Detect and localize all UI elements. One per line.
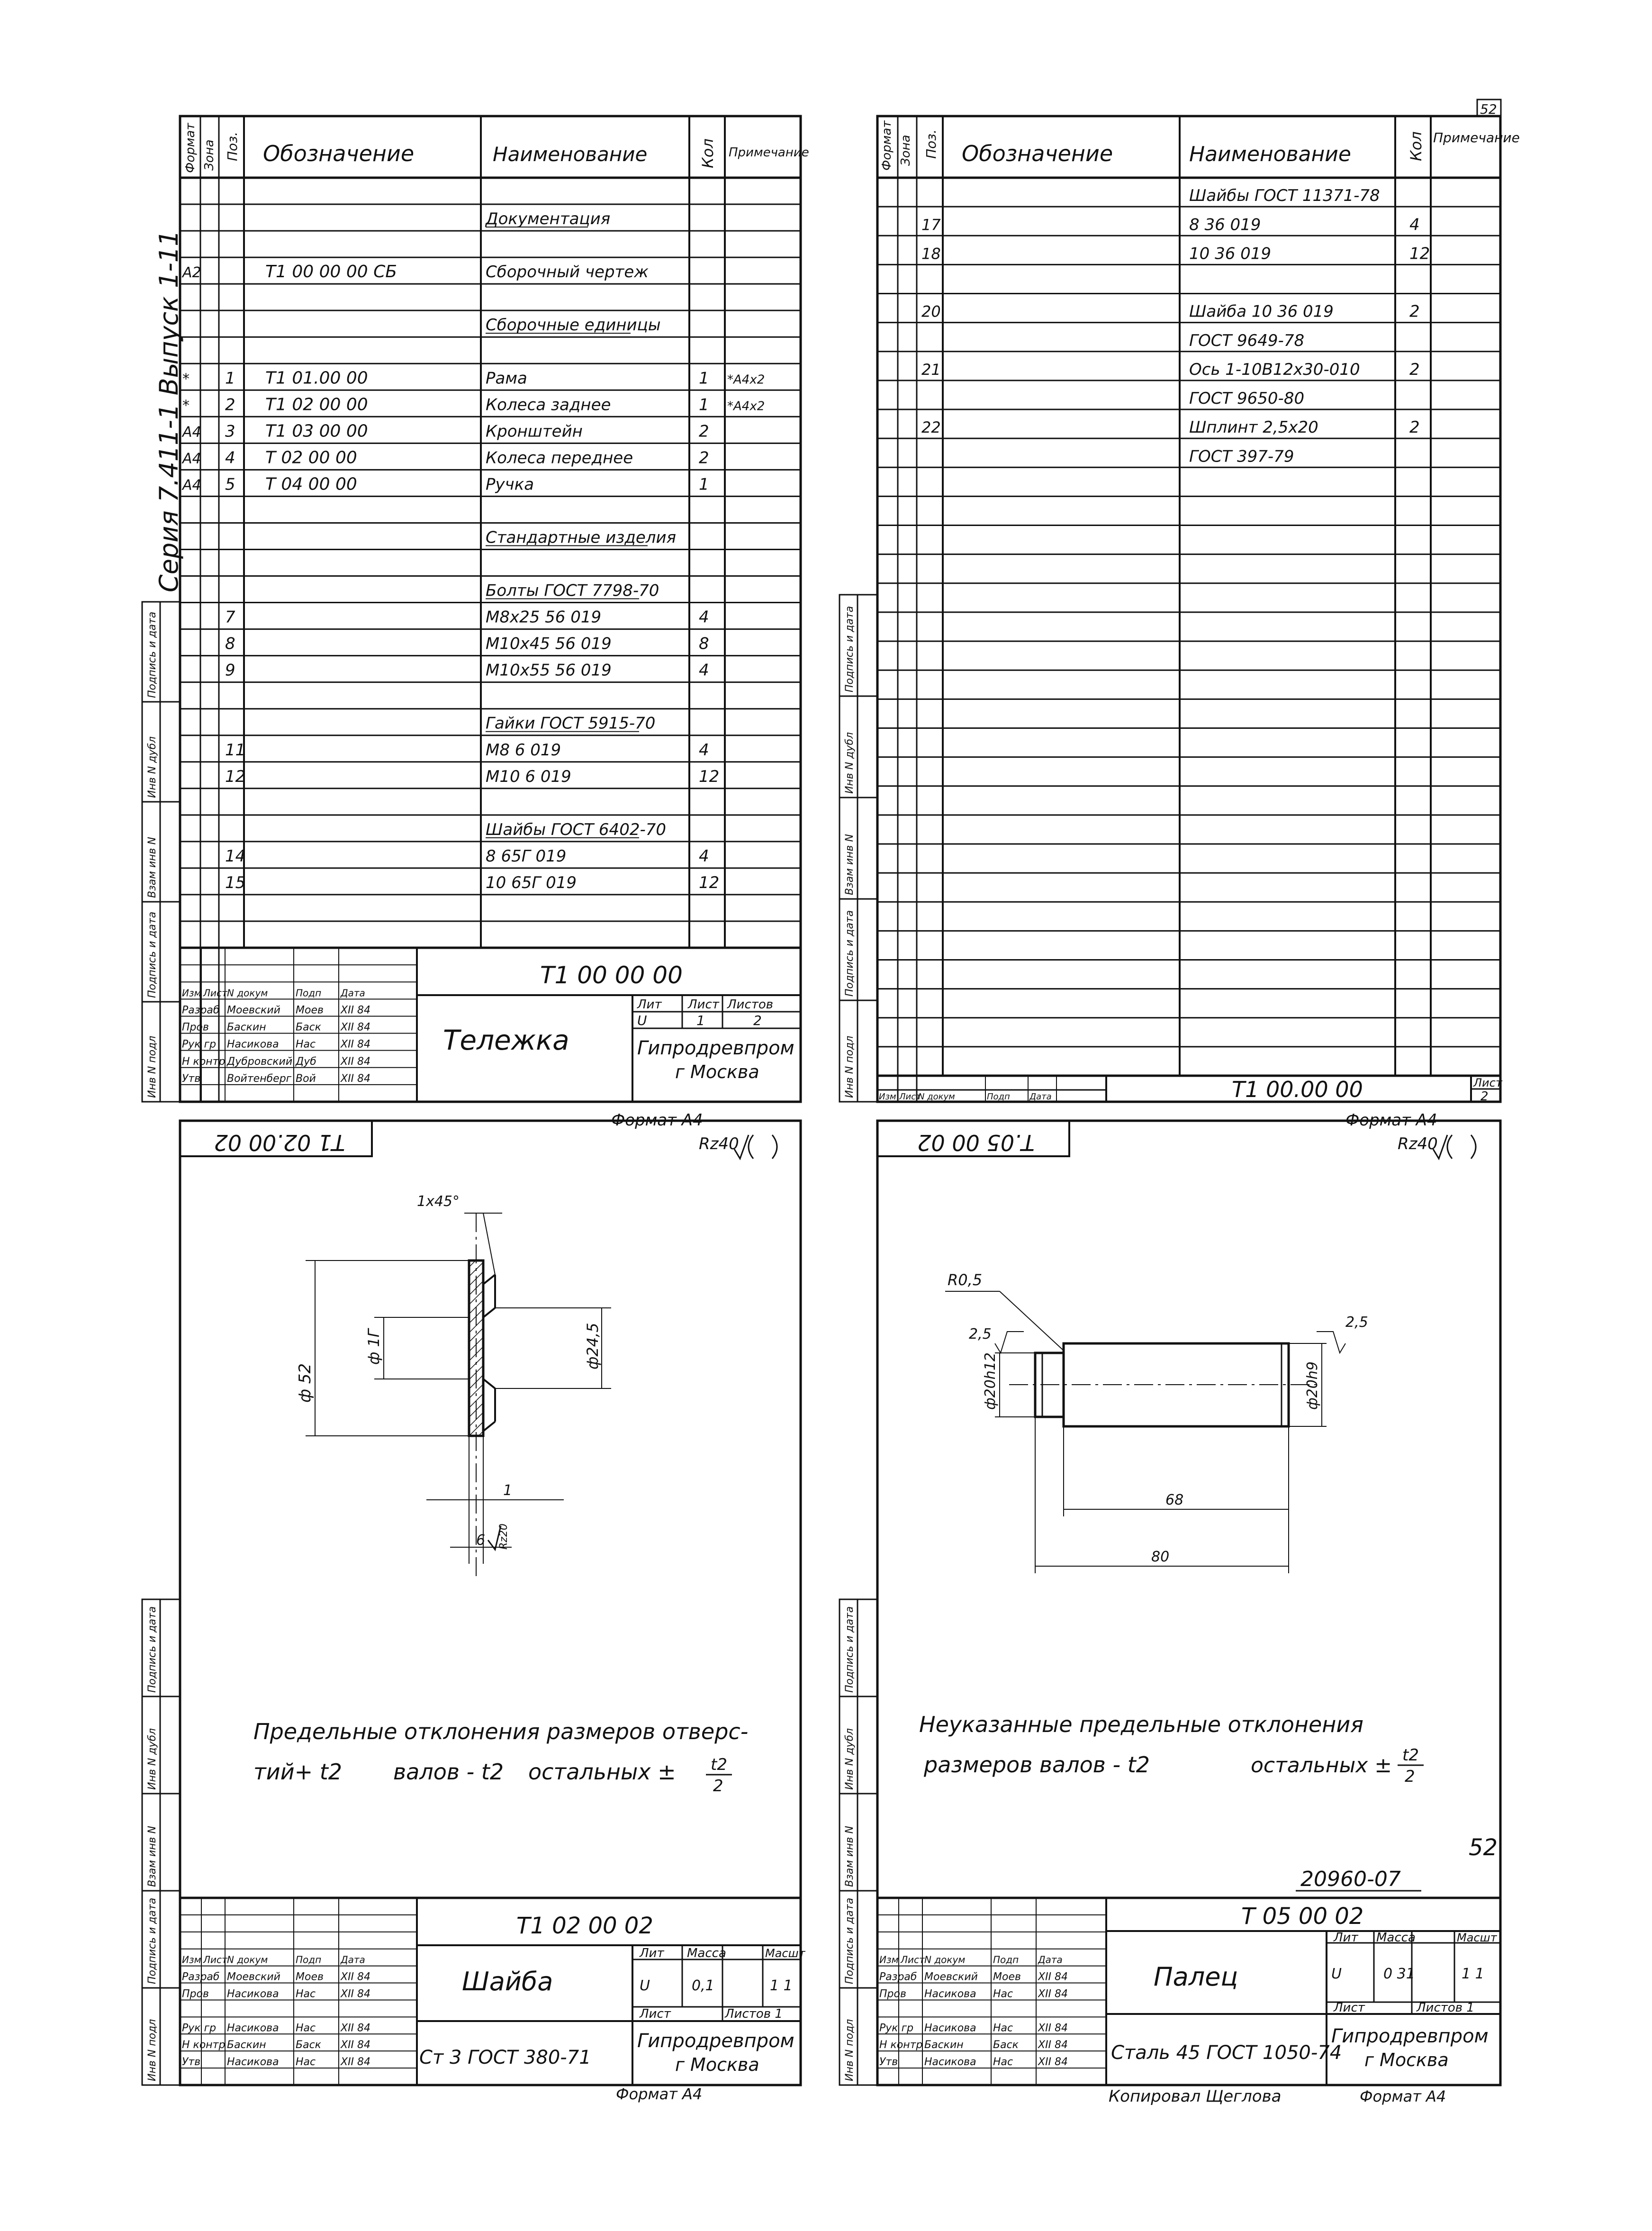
s1-row-qty: 4 [699,846,709,866]
s1-row-name: Колеса переднее [486,448,633,468]
pin-len-inner: 68 [1165,1492,1184,1508]
side-label: Взам инв N [844,1826,856,1887]
s1-row-designation: Т1 00 00 00 СБ [265,262,397,282]
sheet3-frac-den: 2 [713,1777,723,1796]
s1-row-qty: 12 [699,767,720,786]
tb-col-hdr: Изм [879,1092,896,1102]
s2-row-qty: 4 [1409,215,1420,235]
tb-person-cell: Моевский [924,1971,978,1983]
washer-thk2: 6 [476,1532,486,1549]
s1-row-qty: 4 [699,608,709,627]
tb-person-cell: Баскин [227,2039,266,2051]
tb-person-cell: Насикова [227,1038,279,1051]
s1-row-name: Документация [486,209,611,229]
s1-row-qty: 2 [699,448,709,468]
s1-row-designation: Т1 02 00 00 [265,395,368,415]
sheet3-sheet-hdr: Лист [640,2007,671,2021]
sheet1-lit: U [637,1013,647,1028]
side-label: Инв N подл [146,1035,158,1098]
side-label: Подпись и дата [844,910,856,997]
s2-row-qty: 12 [1409,244,1430,263]
s2-row-qty: 2 [1409,418,1420,437]
tb-person-cell: Разраб [879,1971,917,1983]
tb-person-cell: Моев [296,1971,324,1983]
s2-row-name: ГОСТ 9649-78 [1189,331,1305,350]
sheet4-material: Сталь 45 ГОСТ 1050-74 [1111,2042,1342,2064]
s1-row-pos: 3 [225,422,235,441]
s1-row-pos: 15 [225,873,246,892]
sheet4-note-line2-a: размеров валов - t2 [924,1752,1150,1778]
tb-person-cell: Пров [182,1988,209,2000]
sheet4-title-block [877,1898,1500,2085]
s2-row-qty: 2 [1409,302,1420,321]
col-header-format: Формат [183,123,198,173]
side-caption: Серия 7.411-1 Выпуск 1-11 [154,230,184,592]
tb-person-cell: Дубровский [227,1055,293,1068]
tb-person-cell: Вой [296,1072,316,1085]
s1-row-qty: 4 [699,740,709,760]
sheet3-code: Т1 02 00 02 [516,1913,653,1939]
s2-col-header-pos: Поз. [923,129,939,159]
tb-person-cell: Баск [296,2039,321,2051]
sheet2-sheet: 2 [1480,1089,1489,1104]
col-header-note: Примечание [729,145,809,160]
sheet4-mass: 0 31 [1383,1966,1415,1982]
sheet4-sheets-hdr: Листов 1 [1417,2001,1474,2015]
tb-person-cell: Нас [993,2022,1013,2034]
tb-col-hdr: Подп [987,1092,1010,1102]
tb-col-hdr: Дата [1029,1092,1052,1102]
sheet3-title: Шайба [462,1967,553,1996]
sheet1-sheet: 1 [696,1013,705,1028]
washer-section [296,1193,611,1578]
sheet2-specification [877,100,1520,1130]
s1-row-qty: 2 [699,422,709,441]
sheet4-org: Гипродревпром [1331,2025,1489,2047]
tb-person-cell: Баск [296,1021,321,1034]
side-margins [142,595,877,2085]
tb-person-cell: Дуб [296,1055,316,1068]
s2-col-header-note: Примечание [1433,130,1520,145]
sheet3-city: г Москва [675,2054,759,2075]
s2-row-pos: 21 [921,360,941,379]
col-header-pos: Поз. [225,132,240,161]
pin-radius: R0,5 [948,1271,983,1289]
s1-row-qty: 4 [699,661,709,680]
s1-row-pos: 4 [225,448,235,468]
side-label: Подпись и дата [146,911,158,998]
s2-row-pos: 17 [921,216,941,234]
s1-row-pos: 8 [225,634,235,653]
tb-person-cell: Моев [993,1971,1021,1983]
sheet3-note-line2-a: тий+ t2 [253,1759,343,1785]
side-label: Подпись и дата [844,1606,856,1693]
s1-row-name: 8 65Г 019 [486,846,567,866]
s2-col-header-qty: Кол [1407,131,1425,161]
sheet1-lit-hdr: Лит [637,998,662,1012]
s1-row-format: * [182,371,190,388]
side-label: Инв N дубл [844,732,856,794]
sheet4-scale-hdr: Масшт [1457,1931,1497,1944]
sheet3-lit: U [640,1977,650,1994]
tb-col-hdr: Изм [879,1954,899,1966]
tb-person-cell: Баскин [227,1021,266,1034]
s1-row-pos: 9 [225,661,235,680]
sheet3-scale: 1 1 [770,1977,793,1994]
s2-row-pos: 18 [921,245,941,263]
tb-person-cell: Насикова [924,2056,976,2068]
sheet3-mass-hdr: Масса [687,1946,726,1960]
sheet4-frac-num: t2 [1402,1746,1419,1765]
tb-person-cell: XII 84 [341,2022,371,2034]
tb-col-hdr: Дата [341,1954,365,1966]
tb-person-cell: XII 84 [341,1971,371,1983]
s2-col-header-format: Формат [880,120,894,171]
side-label: Подпись и дата [844,606,856,692]
tb-person-cell: XII 84 [1038,2039,1068,2051]
tb-person-cell: Рук гр [182,1038,217,1051]
tb-person-cell: Моевский [227,1004,280,1016]
s1-row-name: Кронштейн [486,422,583,441]
s1-row-format: А4 [182,424,201,441]
s1-row-designation: Т1 01.00 00 [265,368,368,388]
tb-person-cell: Насикова [227,2022,279,2034]
tb-col-hdr: N докум [227,987,268,999]
tb-person-cell: Н контр [182,1055,226,1068]
washer-thk: 1 [503,1482,513,1499]
sheet4-mass-hdr: Масса [1376,1931,1416,1945]
tb-col-hdr: N докум [227,1954,268,1966]
side-label: Взам инв N [146,837,158,898]
sheet3-org: Гипродревпром [637,2030,794,2052]
sheet1-sheets: 2 [753,1013,762,1028]
side-label: Инв N подл [844,1035,856,1098]
s1-row-pos: 2 [225,395,235,415]
side-label: Взам инв N [146,1826,158,1887]
tb-person-cell: Пров [182,1021,209,1034]
s2-row-qty: 2 [1409,360,1420,379]
s1-row-pos: 5 [225,475,235,494]
s1-row-qty: 1 [699,395,709,415]
tb-col-hdr: Изм [182,987,201,999]
tb-col-hdr: Лист [899,1092,921,1102]
side-label: Инв N подл [844,2019,856,2081]
s1-row-name: М8х25 56 019 [486,608,602,627]
pin-d-right: ф20h9 [1304,1361,1321,1410]
tb-person-cell: XII 84 [1038,2022,1068,2034]
side-label: Подпись и дата [146,1897,158,1984]
sheet1-org: Гипродревпром [637,1037,794,1059]
s1-row-name: Болты ГОСТ 7798-70 [486,581,659,600]
washer-d-hole: ф 1Г [365,1329,383,1365]
sheet3-title-block [180,1898,806,2085]
tb-person-cell: Нас [993,1988,1013,2000]
sheet4-copied: Копировал Щеглова [1109,2087,1282,2106]
sheet1-rows [180,204,801,921]
s1-row-name: Рама [486,369,527,388]
side-label: Подпись и дата [146,1606,158,1693]
s1-row-format: * [182,397,190,414]
s2-col-header-name: Наименование [1189,142,1351,166]
tb-person-cell: Насикова [924,2022,976,2034]
s1-row-format: А2 [182,264,201,281]
sheet1-code: Т1 00 00 00 [540,961,683,989]
tb-col-hdr: Подп [993,1954,1019,1966]
s1-row-name: Шайбы ГОСТ 6402-70 [486,820,666,839]
s1-row-pos: 1 [225,369,235,388]
tb-col-hdr: Лист [901,1954,925,1966]
sheet2-sheet-hdr: Лист [1473,1076,1502,1089]
tb-person-cell: Нас [296,1038,316,1051]
s1-row-name: М10х45 56 019 [486,634,612,653]
s1-row-name: Гайки ГОСТ 5915-70 [486,714,656,733]
tb-col-hdr: Подп [296,1954,322,1966]
side-label: Инв N дубл [146,736,158,798]
s2-row-name: Ось 1-10В12х30-010 [1189,360,1360,379]
sheet1-city: г Москва [675,1061,759,1082]
s1-row-pos: 7 [225,608,235,627]
s1-row-name: Стандартные изделия [486,528,677,547]
tb-person-cell: XII 84 [341,1021,371,1034]
tb-person-cell: XII 84 [341,2056,371,2068]
tb-col-hdr: Подп [296,987,322,999]
sheet3-lit-hdr: Лит [640,1946,664,1960]
tb-person-cell: Н контр [879,2039,923,2051]
sheet4-lit: U [1331,1966,1342,1982]
tb-person-cell: Моевский [227,1971,280,1983]
sheet4-note-line1: Неуказанные предельные отклонения [919,1712,1363,1737]
sheet4-page-number: 52 [1469,1834,1498,1861]
s2-row-pos: 20 [921,302,941,321]
pin-chamfer-right: 2,5 [1345,1314,1368,1331]
s1-row-pos: 11 [225,740,246,760]
s1-row-qty: 1 [699,475,709,494]
sheet1-title-block [180,948,801,1102]
sheet4-scale: 1 1 [1462,1966,1484,1982]
sheet4-note-line2-b: остальных ± [1251,1753,1392,1778]
tb-person-cell: Нас [296,1988,316,2000]
s2-row-name: 10 36 019 [1189,244,1272,263]
tb-col-hdr: Дата [341,987,365,999]
sheet4-pin-drawing [877,1121,1500,2106]
tb-person-cell: Утв [182,2056,201,2068]
s1-row-name: Сборочный чертеж [486,263,649,282]
sheet3-note-line2-c: остальных ± [528,1759,676,1785]
side-label: Взам инв N [844,834,856,895]
sheet4-code: Т 05 00 02 [1241,1903,1364,1930]
washer-rz-small: Rz20 [498,1524,510,1550]
tb-person-cell: Утв [182,1072,201,1085]
sheet1-format: Формат А4 [611,1111,703,1130]
sheet1-sheets-hdr: Листов [727,998,774,1012]
sheet3-scale-hdr: Масшт [765,1947,805,1960]
s2-row-name: ГОСТ 397-79 [1189,447,1294,466]
sheet3-washer-drawing [180,1121,806,2103]
side-label: Инв N дубл [146,1728,158,1790]
sheet4-sheet-hdr: Лист [1334,2001,1365,2015]
tb-person-cell: Баскин [924,2039,964,2051]
s2-row-name: 8 36 019 [1189,215,1261,235]
sheet3-format: Формат А4 [616,2085,703,2103]
tb-person-cell: XII 84 [341,1004,371,1016]
s1-row-designation: Т 04 00 00 [265,474,357,494]
tb-col-hdr: Лист [203,987,227,999]
tb-col-hdr: Дата [1038,1954,1063,1966]
sheet3-sheets-hdr: Листов 1 [725,2007,783,2021]
col-header-designation: Обозначение [263,141,415,166]
sheet4-stamp-code: Т.05 00 02 [917,1130,1035,1155]
tb-person-cell: Насикова [924,1988,976,2000]
s1-row-pos: 12 [225,767,246,786]
tb-person-cell: XII 84 [341,1055,371,1068]
tb-person-cell: Нас [296,2022,316,2034]
tb-person-cell: XII 84 [1038,2056,1068,2068]
sheet3-note-line2-b: валов - t2 [393,1759,504,1785]
s1-row-format: А4 [182,477,201,494]
s2-row-name: Шайбы ГОСТ 11371-78 [1189,186,1380,206]
tb-person-cell: Насикова [227,1988,279,2000]
tb-person-cell: Н контр [182,2039,226,2051]
sheet4-frac-den: 2 [1405,1767,1415,1786]
s2-col-header-designation: Обозначение [962,141,1113,166]
s1-row-name: М8 6 019 [486,740,561,760]
side-label: Инв N дубл [844,1728,856,1790]
s1-row-pos: 14 [225,846,246,866]
sheet1-title: Тележка [443,1024,569,1056]
side-label: Инв N подл [146,2019,158,2081]
tb-col-hdr: Лист [203,1954,227,1966]
tb-person-cell: XII 84 [341,2039,371,2051]
tb-person-cell: Пров [879,1988,906,2000]
tb-person-cell: Моев [296,1004,324,1016]
s1-row-qty: 12 [699,873,720,892]
s1-row-qty: 8 [699,634,709,653]
s1-row-note: *А4х2 [727,399,765,414]
tb-person-cell: XII 84 [341,1038,371,1051]
s1-row-name: Сборочные единицы [486,316,661,335]
s2-row-name: ГОСТ 9650-80 [1189,389,1305,408]
s1-row-note: *А4х2 [727,372,765,387]
tb-person-cell: Насикова [227,2056,279,2068]
sheet3-roughness: Rz40 [699,1134,739,1153]
pin-d-left: ф20h12 [982,1352,999,1410]
tb-person-cell: Разраб [182,1004,220,1016]
side-label: Подпись и дата [844,1897,856,1984]
tb-person-cell: Рук гр [879,2022,914,2034]
tb-person-cell: Нас [296,2056,316,2068]
tb-person-cell: Утв [879,2056,898,2068]
col-header-qty: Кол [699,138,717,168]
s2-row-name: Шплинт 2,5х20 [1189,418,1318,437]
s1-row-designation: Т 02 00 00 [265,448,357,468]
pin-view [945,1271,1368,1573]
washer-chamfer: 1х45° [417,1193,460,1210]
sheet4-lit-hdr: Лит [1334,1931,1358,1945]
tb-person-cell: XII 84 [341,1988,371,2000]
side-label: Подпись и дата [146,611,158,698]
tb-person-cell: Рук гр [182,2022,217,2034]
sheet4-format: Формат А4 [1360,2087,1446,2105]
tb-person-cell: Баск [993,2039,1019,2051]
sheet4-roughness: Rz40 [1398,1134,1438,1153]
washer-d-mid: ф24,5 [584,1323,602,1369]
sheet1-specification [154,116,809,1130]
sheet4-doc-number: 20960-07 [1300,1867,1401,1891]
sheet3-mass: 0,1 [692,1977,714,1994]
s1-row-name: М10 6 019 [486,767,571,786]
sheet3-material: Ст 3 ГОСТ 380-71 [419,2047,591,2068]
tb-col-hdr: N докум [918,1092,955,1102]
tb-person-cell: XII 84 [341,1072,371,1085]
sheet3-note-line1: Предельные отклонения размеров отверс- [253,1719,749,1744]
sheet4-city: г Москва [1364,2050,1449,2070]
s2-col-header-zone: Зона [899,135,913,166]
s1-row-name: М10х55 56 019 [486,661,612,680]
tb-person-cell: XII 84 [1038,1971,1068,1983]
tb-person-cell: Нас [993,2056,1013,2068]
pin-chamfer-left: 2,5 [969,1326,992,1342]
sheet4-title: Палец [1154,1962,1238,1992]
s1-row-designation: Т1 03 00 00 [265,421,368,441]
pin-len-total: 80 [1151,1549,1170,1565]
tb-person-cell: Войтенберг [227,1072,292,1085]
s1-row-name: Ручка [486,475,534,494]
washer-d-outer: ф 52 [296,1363,315,1403]
sheet2-code: Т1 00.00 00 [1232,1077,1363,1102]
tb-col-hdr: N докум [924,1954,966,1966]
sheet2-title-block [877,1076,1503,1104]
col-header-name: Наименование [493,143,648,166]
sheet2-rows [877,186,1500,1047]
tb-col-hdr: Изм [182,1954,201,1966]
s2-row-name: Шайба 10 36 019 [1189,302,1334,321]
sheet3-frac-num: t2 [711,1755,727,1774]
s1-row-format: А4 [182,450,201,467]
s2-row-pos: 22 [921,418,941,437]
tb-person-cell: XII 84 [1038,1988,1068,2000]
sheet1-sheet-hdr: Лист [688,998,719,1012]
sheet3-stamp-code: Т1 02.00 02 [214,1130,345,1155]
s1-row-name: Колеса заднее [486,395,611,415]
sheet2-format: Формат А4 [1345,1111,1437,1130]
page-number-box: 52 [1480,101,1497,117]
tb-person-cell: Разраб [182,1971,220,1983]
s1-row-qty: 1 [699,369,709,388]
col-header-zone: Зона [202,139,217,171]
s1-row-name: 10 65Г 019 [486,873,577,892]
